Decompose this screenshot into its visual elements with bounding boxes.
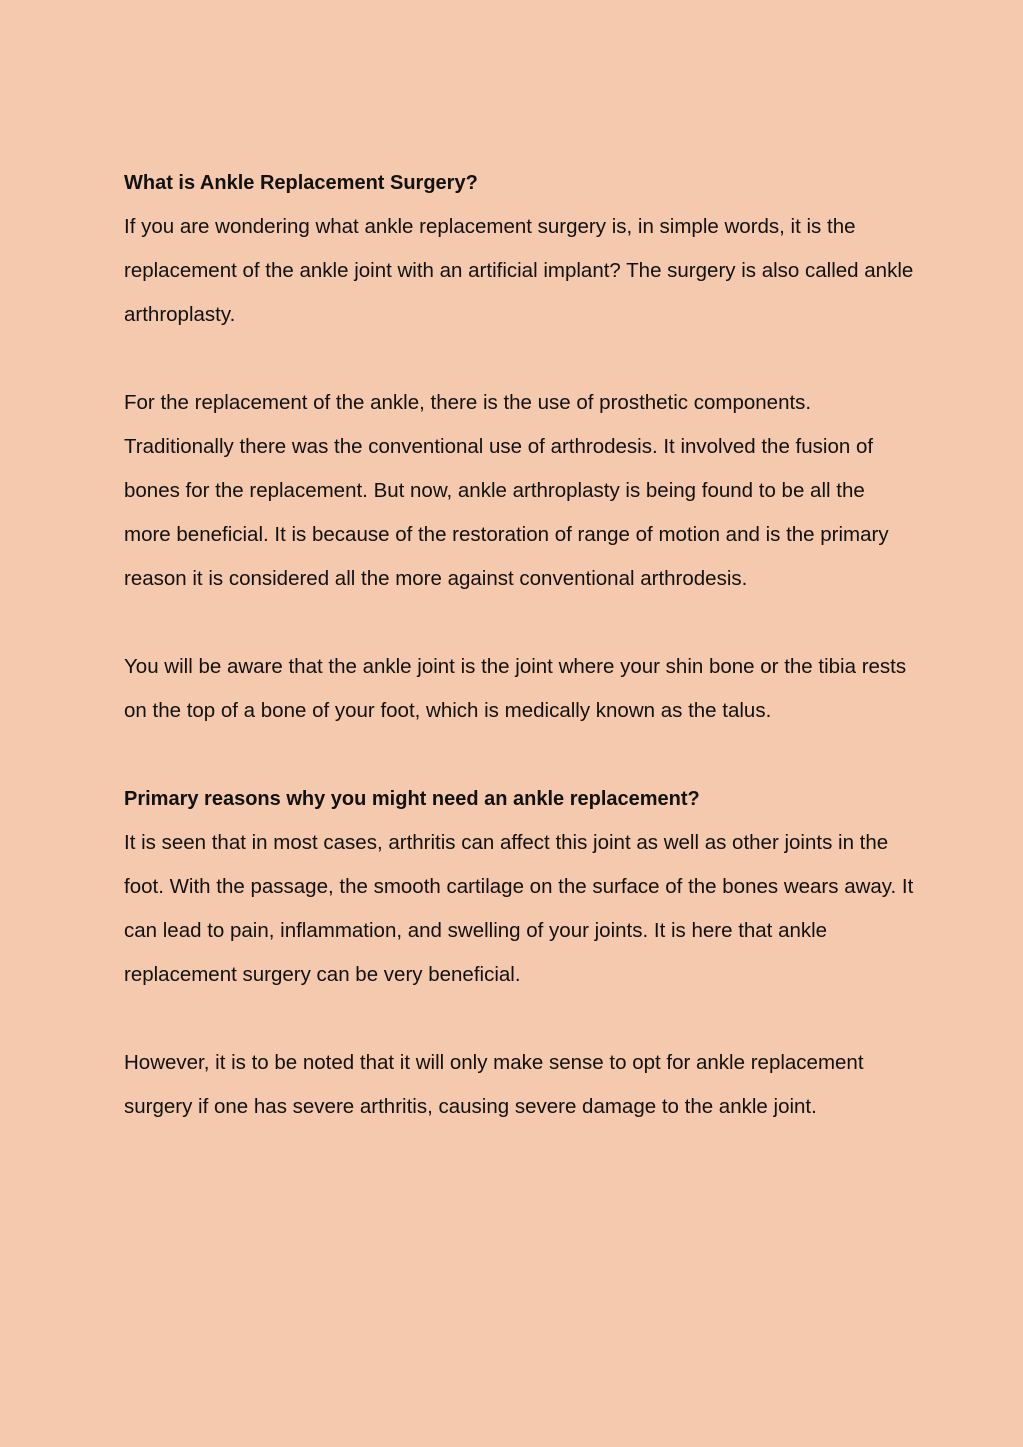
paragraph: If you are wondering what ankle replacement surgery is, in simple words, it is the replacement of the ankle joint with an artificial implant? The surgery is also called ankle arthroplasty. (124, 215, 914, 326)
paragraph: However, it is to be noted that it will only make sense to opt for ankle replacement surgery if one has severe arthritis, causing severe damage to the ankle joint. (124, 1051, 864, 1118)
section-what-is-ankle-replacement (124, 161, 913, 777)
section-primary-reasons (124, 777, 913, 1129)
paragraph-spacer (124, 997, 913, 1041)
paragraph-spacer (124, 733, 913, 777)
section-heading: Primary reasons why you might need an ankle replacement? (124, 788, 700, 810)
paragraph-spacer (124, 337, 913, 381)
paragraph: For the replacement of the ankle, there is the use of prosthetic components. Traditionally there was the conventional use of arthrodesis. It involved the fusion of bones for the replacement. But now, ankle arthroplasty is being found to be all the more beneficial. It is because of the restoration of range of motion and is the primary reason it is considered all the more against conventional arthrodesis. (124, 391, 889, 590)
paragraph-spacer (124, 601, 913, 645)
paragraph: It is seen that in most cases, arthritis can affect this joint as well as other joints in the foot. With the passage, the smooth cartilage on the surface of the bones wears away. It can lead to pain, inflammation, and swelling of your joints. It is here that ankle replacement surgery can be very beneficial. (124, 831, 914, 986)
section-heading: What is Ankle Replacement Surgery? (124, 172, 478, 194)
paragraph: You will be aware that the ankle joint is the joint where your shin bone or the tibia rests on the top of a bone of your foot, which is medically known as the talus. (124, 655, 907, 722)
